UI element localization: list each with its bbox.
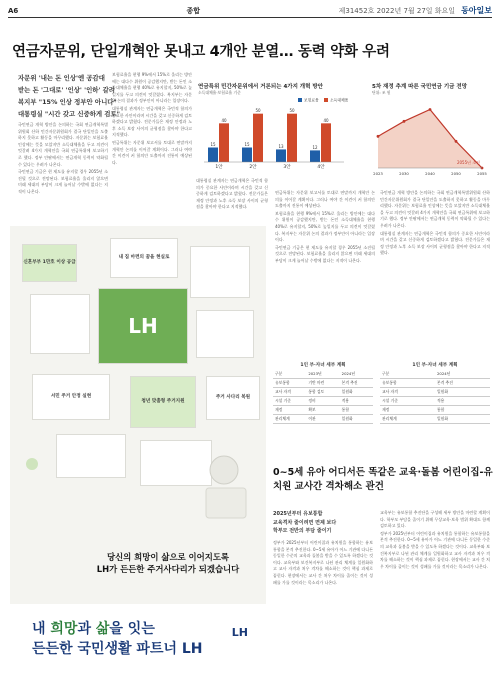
legend-label: 보험료율	[304, 97, 319, 103]
ad-slogan	[68, 551, 266, 575]
subhead-line: 2025년부터 유보통합	[273, 511, 323, 517]
table-cell: 2024년	[340, 370, 373, 379]
ad-tagline-2: 든든한 국민생활 파트너 LH	[32, 641, 203, 657]
body-paragraph: 보험료율을 현행 9%에서 15%로 올리는 방안에는 대다수 위원이 공감했지만, 받는 돈인 소득대체율을 현행 40%로 유지할지, 50%로 높일지를 두고 의견이 엇갈렸다. 복지부는 자문위 논의 결과가 정부안이 아니라는 입장이다.	[275, 210, 375, 243]
table-cell: 구분	[380, 370, 435, 379]
table-cell: 2023년	[306, 370, 339, 379]
body-paragraph: 국민연금 개혁 방안을 논의하는 국회 연금개혁특별위원회 산하 민간자문위원회가 결국 단일안을 도출하지 못하고 활동을 마무리했다. 자문위는 보험료율 인상에는 뜻을 모았지만 소득대체율을 두고 의견이 엇갈려 4가지 개혁안을 국회 연금특위에 보고하기로 했다. 정부 안팎에서는 연금개혁 동력이 약화될 수 있다는 우려가 나온다.	[380, 190, 490, 228]
chart-title: 5차 재정 추계 따른 국민연금 기금 전망	[372, 84, 468, 90]
table-cell: 일원화	[435, 415, 490, 424]
subhead-line-2: 받는 돈 '그대로' '인상' '인하' 갈려	[18, 86, 115, 94]
table-title: 1인 부·자녀 세부 계획	[300, 363, 346, 368]
body-paragraph: 연금특위는 자문위 보고서를 토대로 연말까지 개혁안 논의를 이어갈 계획이다. 그러나 여야 간 이견이 커 합의안 도출까지 진통이 예상된다.	[112, 139, 192, 165]
table-cell: 통합 검토	[306, 388, 339, 397]
chart-subtitle: 단위: 조 원	[372, 90, 391, 95]
main-headline: 연금자문위, 단일개혁안 못내고 4개안 분열… 동력 약화 우려	[12, 44, 390, 60]
bar-value-label: 40	[221, 117, 227, 123]
table-row	[380, 370, 490, 379]
subhead-line: 학부모 전반의 부담 줄이기	[273, 528, 332, 534]
data-point	[455, 140, 458, 143]
chart-subtitle: 소득대체율·보험료율 기준	[198, 90, 241, 95]
body-paragraph: 정부가 2025년부터 어린이집과 유치원을 통합하는 유보통합을 본격 추진한다. 0~5세 유아가 어느 기관에 다니든 동일한 수준의 교육과 돌봄을 받을 수 있도록 하겠다는 것이다. 교육부와 보건복지부로 나뉜 관리 체계를 일원화하고 교사 자격과 처우 격차를 해소하는 것이 핵심 과제로 꼽힌다. 현장에서는 교사 간 처우 차이를 줄이는 것이 성패를 가를 것이라는 목소리가 나온다.	[380, 530, 490, 569]
table-cell: 확보	[306, 406, 339, 415]
x-tick-label: 2050	[451, 171, 461, 176]
table-title: 1인 부·자녀 세부 계획	[412, 363, 458, 368]
bar	[208, 148, 218, 163]
body-paragraph: 보험료율을 현행 9%에서 15%로 올리는 방안에는 대다수 위원이 공감했지만, 받는 돈인 소득대체율을 현행 40%로 유지할지, 50%로 높일지를 두고 의견이 엇갈렸다. 복지부는 자문위 논의 결과가 정부안이 아니라는 입장이다.	[112, 72, 192, 104]
section-name: 종합	[186, 6, 201, 15]
table-cell: 유보통합	[273, 379, 306, 388]
x-tick-label: 2안	[249, 165, 257, 170]
table-row	[273, 415, 373, 424]
table-cell: 관리체계	[273, 415, 306, 424]
table-cell: 교사 자격	[273, 388, 306, 397]
data-point	[429, 108, 432, 111]
ad-tagline-1	[32, 618, 155, 638]
data-point	[403, 120, 406, 123]
body-paragraph: 정부가 2025년부터 어린이집과 유치원을 통합하는 유보통합을 본격 추진한다. 0~5세 유아가 어느 기관에 다니든 동일한 수준의 교육과 돌봄을 받을 수 있도록 하겠다는 것이다. 교육부와 보건복지부로 나뉜 관리 체계를 일원화하고 교사 자격과 처우 격차를 해소하는 것이 핵심 과제로 꼽힌다. 현장에서는 교사 간 처우 차이를 줄이는 것이 성패를 가를 것이라는 목소리가 나온다.	[273, 540, 373, 585]
x-tick-label: 3안	[283, 165, 291, 170]
table-cell: 정비	[306, 397, 339, 406]
x-tick-label: 2023	[373, 171, 383, 176]
article2-column-1	[273, 540, 373, 683]
page-header	[8, 4, 492, 18]
bar-value-label: 50	[289, 108, 295, 114]
page-number: A6	[8, 6, 19, 15]
legend-swatch	[298, 98, 302, 102]
table-row	[273, 388, 373, 397]
table-cell: 적용	[340, 397, 373, 406]
table-cell: 시설 기준	[380, 397, 435, 406]
bar	[321, 123, 331, 162]
table	[380, 370, 490, 424]
table-row	[380, 388, 490, 397]
bar	[276, 149, 286, 162]
table-row	[273, 397, 373, 406]
bar	[287, 114, 297, 162]
article-column-1	[18, 122, 108, 222]
table-cell: 일원화	[340, 388, 373, 397]
bar-chart-svg	[198, 96, 348, 172]
bar	[219, 123, 229, 162]
bar	[310, 150, 320, 162]
subhead-line-1: 자문위 '내는 돈 인상'엔 공감대	[18, 74, 105, 82]
chart-reform-options	[198, 82, 348, 174]
bar	[242, 148, 252, 163]
x-tick-label: 1안	[215, 165, 223, 170]
table-row	[273, 370, 373, 379]
table-row	[380, 406, 490, 415]
table-cell: 재정	[273, 406, 306, 415]
table-cell: 본격 추진	[340, 379, 373, 388]
article2-column-2	[380, 510, 490, 683]
bar-value-label: 13	[278, 143, 284, 149]
article-column-5	[380, 190, 490, 355]
body-paragraph: 국민연금 개혁 방안을 논의하는 국회 연금개혁특별위원회 산하 민간자문위원회가 결국 단일안을 도출하지 못하고 활동을 마무리했다. 자문위는 보험료율 인상에는 뜻을 모았지만 소득대체율을 두고 의견이 엇갈려 4가지 개혁안을 국회 연금특위에 보고하기로 했다. 정부 안팎에서는 연금개혁 동력이 약화될 수 있다는 우려가 나온다.	[18, 122, 108, 167]
puzzle-piece: 서민 주거 안정 실현	[32, 374, 110, 420]
chart-fund-projection	[372, 82, 490, 182]
bar-value-label: 40	[323, 117, 329, 123]
body-paragraph: 국민연금 기금은 현 제도를 유지할 경우 2055년 소진될 것으로 전망된다. 보험료율을 올리지 않으면 미래 세대의 부담이 크게 늘어날 수밖에 없다는 지적이 나온다.	[275, 244, 375, 263]
table-cell: 기반 마련	[306, 379, 339, 388]
lh-logo: LH	[231, 626, 248, 639]
tag-text: 을 잇는	[109, 621, 155, 637]
tag-text: 내	[32, 621, 51, 637]
lh-advertisement	[10, 226, 266, 681]
table-cell: 본격 추진	[435, 379, 490, 388]
table-cell: 시설 기준	[273, 397, 306, 406]
table-cell: 구분	[273, 370, 306, 379]
table-cell: 일원화	[340, 415, 373, 424]
bar-value-label: 15	[244, 142, 250, 147]
table-cell: 관리체계	[380, 415, 435, 424]
subhead-line: 교육격차 줄이려면 면제 보다	[273, 519, 337, 526]
lh-center-piece: LH	[98, 288, 188, 364]
body-paragraph: 대통령실 관계자는 연금개혁은 국민적 합의가 중요한 사안이라며 시간을 갖고 신중하게 검토하겠다고 밝혔다. 전문가들은 재정 안정과 노후 소득 보장 사이의 균형점을 찾아야 한다고 지적했다.	[380, 230, 490, 256]
info-table-1	[273, 362, 373, 424]
table-row	[273, 379, 373, 388]
article-column-4	[275, 190, 375, 355]
slogan-line-1: 당신의 희망이 삶으로 이어지도록	[106, 552, 229, 562]
puzzle-piece: 주거 사다리 복원	[206, 376, 260, 420]
table-cell: 2024년	[435, 370, 490, 379]
table-cell: 적용	[435, 397, 490, 406]
tag-text: 과	[77, 621, 96, 637]
table	[273, 370, 373, 424]
body-paragraph: 국민연금 기금은 현 제도를 유지할 경우 2055년 소진될 것으로 전망된다. 보험료율을 올리지 않으면 미래 세대의 부담이 크게 늘어날 수밖에 없다는 지적이 나온다.	[18, 169, 108, 194]
article-subhead	[18, 72, 120, 120]
slogan-line-2: LH가 든든한 주거사다리가 되겠습니다	[96, 564, 240, 574]
table-row	[380, 379, 490, 388]
article2-headline: 0~5세 유아 어디서든 똑같은 교육·돌봄 어린이집-유치원 교사간 격차해소 관건	[273, 467, 493, 492]
table-cell: 재정	[380, 406, 435, 415]
table-row	[273, 406, 373, 415]
body-paragraph: 대통령실 관계자는 연금개혁은 국민적 합의가 중요한 사안이라며 시간을 갖고 신중하게 검토하겠다고 밝혔다. 전문가들은 재정 안정과 노후 소득 보장 사이의 균형점을 찾아야 한다고 지적했다.	[196, 178, 268, 210]
puzzle-piece: 내 집 마련의 꿈을 현실로	[110, 238, 178, 278]
body-paragraph: 대통령실 관계자는 연금개혁은 국민적 합의가 중요한 사안이라며 시간을 갖고 신중하게 검토하겠다고 밝혔다. 전문가들은 재정 안정과 노후 소득 보장 사이의 균형점을 찾아야 한다고 지적했다.	[112, 105, 192, 138]
body-paragraph: 연금특위는 자문위 보고서를 토대로 연말까지 개혁안 논의를 이어갈 계획이다. 그러나 여야 간 이견이 커 합의안 도출까지 진통이 예상된다.	[275, 190, 375, 209]
body-paragraph: 교육부는 유보통합 추진단을 구성해 세부 방안을 마련할 계획이다. 학부모 부담을 줄이기 위해 무상교육·보육 범위 확대도 함께 검토하고 있다.	[380, 510, 490, 529]
chart-annotation: 2055년 소진	[456, 160, 480, 165]
tag-highlight: 삶	[95, 621, 110, 637]
x-tick-label: 4안	[317, 165, 325, 170]
table-cell: 일원화	[435, 388, 490, 397]
bar-value-label: 50	[255, 108, 261, 114]
table-cell: 통합	[435, 406, 490, 415]
legend-label: 소득대체율	[330, 97, 348, 103]
info-table-2	[380, 362, 490, 424]
line-chart-svg	[372, 96, 490, 180]
table-row	[380, 415, 490, 424]
data-point	[377, 135, 380, 138]
table-cell: 유보통합	[380, 379, 435, 388]
bar	[253, 114, 263, 162]
article2-subhead	[273, 510, 373, 536]
subhead-line-4: 대통령실 "시간 갖고 신중하게 검토"	[18, 110, 120, 118]
legend-swatch	[324, 98, 328, 102]
bar-value-label: 12	[312, 144, 318, 150]
x-tick-label: 2055	[477, 171, 487, 176]
issue-info: 제31452호 2022년 7월 27일 화요일	[338, 6, 456, 15]
table-cell: 통합	[340, 406, 373, 415]
article-column-3	[196, 178, 268, 223]
table-row	[380, 397, 490, 406]
table-cell: 이관	[306, 415, 339, 424]
newspaper-brand: 동아일보	[461, 6, 492, 15]
article-column-2	[112, 72, 192, 222]
bar-value-label: 15	[210, 142, 216, 147]
x-tick-label: 2040	[425, 171, 435, 176]
tag-highlight: 희망	[50, 621, 78, 637]
puzzle-piece: 청년 맞춤형 주거지원	[130, 376, 196, 428]
subhead-line-3: 복지부 "15% 인상 정부안 아니다"	[18, 98, 117, 106]
chart-title: 연금특위 민간자문위에서 거론되는 4가지 개혁 방안	[198, 84, 323, 90]
puzzle-piece: 신혼부부 1만호 이상 공급	[22, 244, 77, 282]
x-tick-label: 2030	[399, 171, 409, 176]
table-cell: 교사 자격	[380, 388, 435, 397]
ad-decoration	[10, 226, 266, 546]
